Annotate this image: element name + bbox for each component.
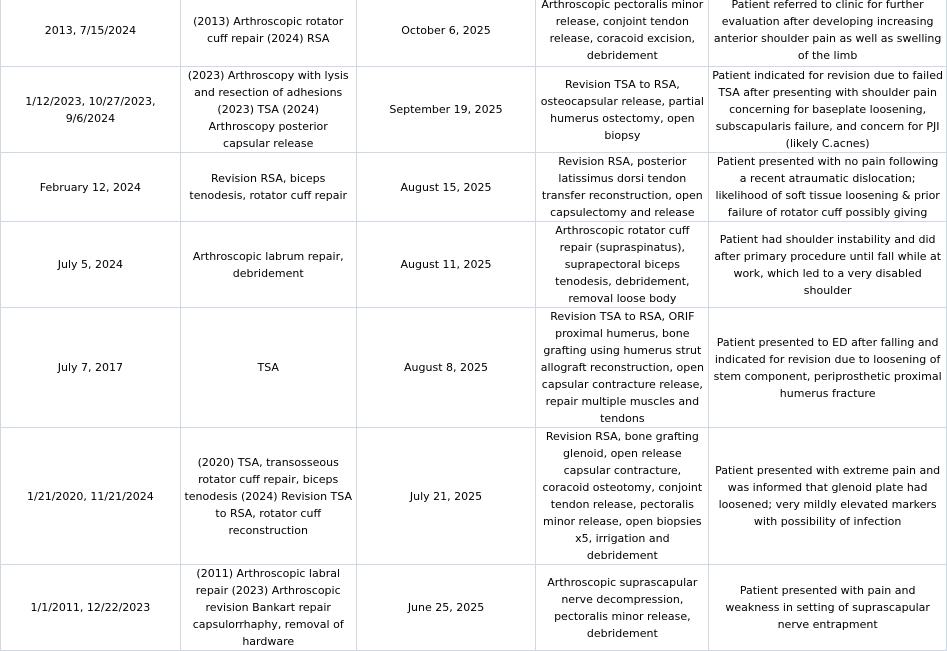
table-row [1,0,947,67]
prior-procedures-cell: TSA [180,308,356,428]
surgery-date-cell: August 8, 2025 [356,308,536,428]
prior-surgery-dates-cell: 1/21/2020, 11/21/2024 [1,428,181,565]
surgery-date-cell: October 6, 2025 [356,0,536,67]
prior-procedures-cell: Revision RSA, biceps tenodesis, rotator cuff repair [180,153,356,222]
notes-cell: Patient presented to ED after falling and indicated for revision due to loosening of stem component, periprosthetic proximal humerus fracture [709,308,947,428]
table-row [1,67,947,153]
procedure-cell: Arthroscopic pectoralis minor release, conjoint tendon release, coracoid excision, debridement [536,0,709,67]
prior-surgery-dates-cell: 1/12/2023, 10/27/2023, 9/6/2024 [1,67,181,153]
prior-procedures-cell: (2011) Arthroscopic labral repair (2023) Arthroscopic revision Bankart repair capsulorrhaphy, removal of hardware [180,565,356,651]
prior-procedures-cell: (2023) Arthroscopy with lysis and resection of adhesions (2023) TSA (2024) Arthroscopy posterior capsular release [180,67,356,153]
surgery-date-cell: August 15, 2025 [356,153,536,222]
surgery-date-cell: September 19, 2025 [356,67,536,153]
prior-surgery-dates-cell: 2013, 7/15/2024 [1,0,181,67]
prior-surgery-dates-cell: July 7, 2017 [1,308,181,428]
notes-cell: Patient had shoulder instability and did after primary procedure until fall while at work, which led to a very disabled shoulder [709,222,947,308]
table-row [1,153,947,222]
procedure-cell: Revision TSA to RSA, ORIF proximal humerus, bone grafting using humerus strut allograft reconstruction, open capsular contracture release, repair multiple muscles and tendons [536,308,709,428]
procedure-cell: Revision TSA to RSA, osteocapsular release, partial humerus ostectomy, open biopsy [536,67,709,153]
table-row [1,565,947,651]
table-row [1,222,947,308]
prior-procedures-cell: (2020) TSA, transosseous rotator cuff repair, biceps tenodesis (2024) Revision TSA to RSA, rotator cuff reconstruction [180,428,356,565]
prior-surgery-dates-cell: July 5, 2024 [1,222,181,308]
notes-cell: Patient presented with no pain following a recent atraumatic dislocation; likelihood of soft tissue loosening & prior failure of rotator cuff possibly giving [709,153,947,222]
surgery-date-cell: August 11, 2025 [356,222,536,308]
prior-procedures-cell: Arthroscopic labrum repair, debridement [180,222,356,308]
procedure-cell: Arthroscopic rotator cuff repair (supraspinatus), suprapectoral biceps tenodesis, debridement, removal loose body [536,222,709,308]
prior-procedures-cell: (2013) Arthroscopic rotator cuff repair (2024) RSA [180,0,356,67]
surgery-date-cell: June 25, 2025 [356,565,536,651]
procedure-cell: Revision RSA, posterior latissimus dorsi tendon transfer reconstruction, open capsulectomy and release [536,153,709,222]
table-row [1,308,947,428]
procedure-cell: Arthroscopic suprascapular nerve decompression, pectoralis minor release, debridement [536,565,709,651]
notes-cell: Patient indicated for revision due to failed TSA after presenting with shoulder pain concerning for baseplate loosening, subscapularis failure, and concern for PJI (likely C.acnes) [709,67,947,153]
table-row [1,428,947,565]
surgery-date-cell: July 21, 2025 [356,428,536,565]
prior-surgery-dates-cell: February 12, 2024 [1,153,181,222]
notes-cell: Patient referred to clinic for further evaluation after developing increasing anterior shoulder pain as well as swelling of the limb [709,0,947,67]
notes-cell: Patient presented with pain and weakness in setting of suprascapular nerve entrapment [709,565,947,651]
prior-surgery-dates-cell: 1/1/2011, 12/22/2023 [1,565,181,651]
procedure-cell: Revision RSA, bone grafting glenoid, open release capsular contracture, coracoid osteotomy, conjoint tendon release, pectoralis minor release, open biopsies x5, irrigation and debridement [536,428,709,565]
notes-cell: Patient presented with extreme pain and was informed that glenoid plate had loosened; very mildly elevated markers with possibility of infection [709,428,947,565]
